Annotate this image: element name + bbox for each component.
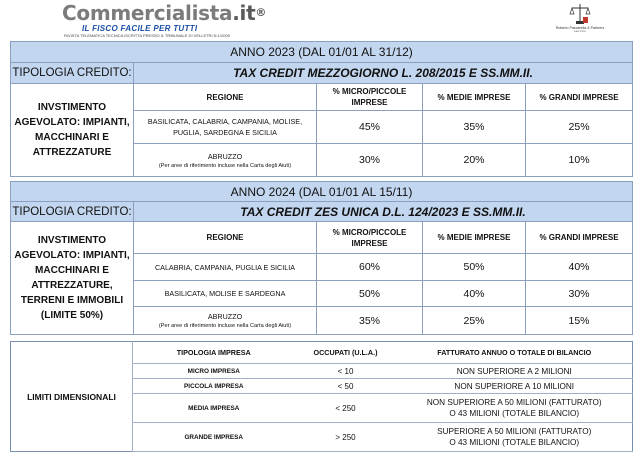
page-header [0, 0, 642, 40]
investimento-label-2024: INVSTIMENTO AGEVOLATO: IMPIANTI, MACCHINARI E ATTREZZATURE, TERRENI E IMMOBILI (LIMITE 50%) [11, 222, 134, 335]
header-regione: REGIONE [134, 84, 317, 111]
header-micro-piccole: % MICRO/PICCOLE IMPRESE [317, 84, 423, 111]
scales-of-justice-icon [569, 2, 591, 26]
table-2023 [10, 41, 633, 177]
pct-micro: 50% [317, 281, 423, 307]
year-2023-title: ANNO 2023 (DAL 01/01 AL 31/12) [11, 42, 633, 63]
fatturato-value: NON SUPERIORE A 2 MILIONI [397, 364, 633, 379]
logo-registered-mark: ® [255, 6, 267, 19]
header-regione: REGIONE [134, 222, 317, 254]
logo-tld: .it [232, 1, 256, 25]
pct-micro: 30% [317, 144, 423, 177]
investimento-label-2023: INVSTIMENTO AGEVOLATO: IMPIANTI, MACCHINARI E ATTREZZATURE [11, 84, 134, 177]
pct-grandi: 40% [526, 254, 633, 281]
pct-medie: 40% [423, 281, 526, 307]
occupati-value: < 50 [295, 379, 397, 394]
logo-main-text: Commercialista [62, 1, 233, 25]
header-medie: % MEDIE IMPRESE [423, 222, 526, 254]
pct-micro: 60% [317, 254, 423, 281]
law-firm-logo [545, 2, 615, 38]
occupati-value: < 10 [295, 364, 397, 379]
region-name: ABRUZZO [207, 151, 243, 161]
pct-medie: 50% [423, 254, 526, 281]
firm-name: Roberto Pascarella & Partners [555, 26, 605, 30]
region-cell: BASILICATA, CALABRIA, CAMPANIA, MOLISE, PUGLIA, SARDEGNA E SICILIA [134, 111, 317, 144]
region-cell: CALABRIA, CAMPANIA, PUGLIA E SICILIA [134, 254, 317, 281]
pct-micro: 45% [317, 111, 423, 144]
fatturato-line-1: NON SUPERIORE A 50 MILIONI (FATTURATO) [426, 398, 602, 407]
impresa-type: GRANDE IMPRESA [133, 423, 295, 452]
fatturato-value [397, 394, 633, 423]
region-cell [134, 144, 317, 177]
pct-medie: 20% [423, 144, 526, 177]
pct-medie: 25% [423, 307, 526, 335]
header-grandi: % GRANDI IMPRESE [526, 222, 633, 254]
region-name: ABRUZZO [207, 312, 243, 321]
header-fatturato: FATTURATO ANNUO O TOTALE DI BILANCIO [397, 342, 633, 364]
pct-grandi: 30% [526, 281, 633, 307]
pct-grandi: 10% [526, 144, 633, 177]
fatturato-value: NON SUPERIORE A 10 MILIONI [397, 379, 633, 394]
tipologia-label-2023: TIPOLOGIA CREDITO: [11, 63, 134, 84]
year-2024-title: ANNO 2024 (DAL 01/01 AL 15/11) [11, 182, 633, 202]
impresa-type: MEDIA IMPRESA [133, 394, 295, 423]
pct-micro: 35% [317, 307, 423, 335]
occupati-value: > 250 [295, 423, 397, 452]
fatturato-line-2: O 43 MILIONI (TOTALE BILANCIO) [449, 438, 580, 447]
logo-tagline: IL FISCO FACILE PER TUTTI [82, 24, 198, 33]
impresa-type: PICCOLA IMPRESA [133, 379, 295, 394]
pct-medie: 35% [423, 111, 526, 144]
header-occupati: OCCUPATI (U.L.A.) [295, 342, 397, 364]
table-2024 [10, 181, 633, 335]
impresa-type: MICRO IMPRESA [133, 364, 295, 379]
limits-table [10, 341, 633, 452]
header-tipologia-impresa: TIPOLOGIA IMPRESA [133, 342, 295, 364]
header-medie: % MEDIE IMPRESE [423, 84, 526, 111]
region-cell: BASILICATA, MOLISE E SARDEGNA [134, 281, 317, 307]
region-note: (Per aree di riferimento incluse nella Carta degli Aiuti) [158, 162, 292, 169]
fatturato-line-2: O 43 MILIONI (TOTALE BILANCIO) [449, 409, 580, 418]
commercialista-logo [62, 1, 267, 38]
pct-grandi: 15% [526, 307, 633, 335]
region-cell [134, 307, 317, 335]
firm-subtitle: Law Firm [573, 29, 587, 33]
region-note: (Per aree di riferimento incluse nella Carta degli Aiuti) [158, 323, 292, 329]
limiti-dimensionali-label: LIMITI DIMENSIONALI [11, 342, 133, 452]
fatturato-value [397, 423, 633, 452]
header-grandi: % GRANDI IMPRESE [526, 84, 633, 111]
header-micro-piccole: % MICRO/PICCOLE IMPRESE [317, 222, 423, 254]
tipologia-value-2024: TAX CREDIT ZES UNICA D.L. 124/2023 E SS.MM.II. [134, 202, 633, 222]
logo-wordmark [62, 1, 267, 25]
tipologia-label-2024: TIPOLOGIA CREDITO: [11, 202, 134, 222]
logo-registration-note: RIVISTA TELEMATICA TECNICA ISCRITTA PRESSO IL TRIBUNALE DI VELLETRI N.1/2009 [64, 33, 230, 38]
pct-grandi: 25% [526, 111, 633, 144]
occupati-value: < 250 [295, 394, 397, 423]
fatturato-line-1: SUPERIORE A 50 MILIONI (FATTURATO) [437, 427, 592, 436]
tipologia-value-2023: TAX CREDIT MEZZOGIORNO L. 208/2015 E SS.MM.II. [134, 63, 633, 84]
